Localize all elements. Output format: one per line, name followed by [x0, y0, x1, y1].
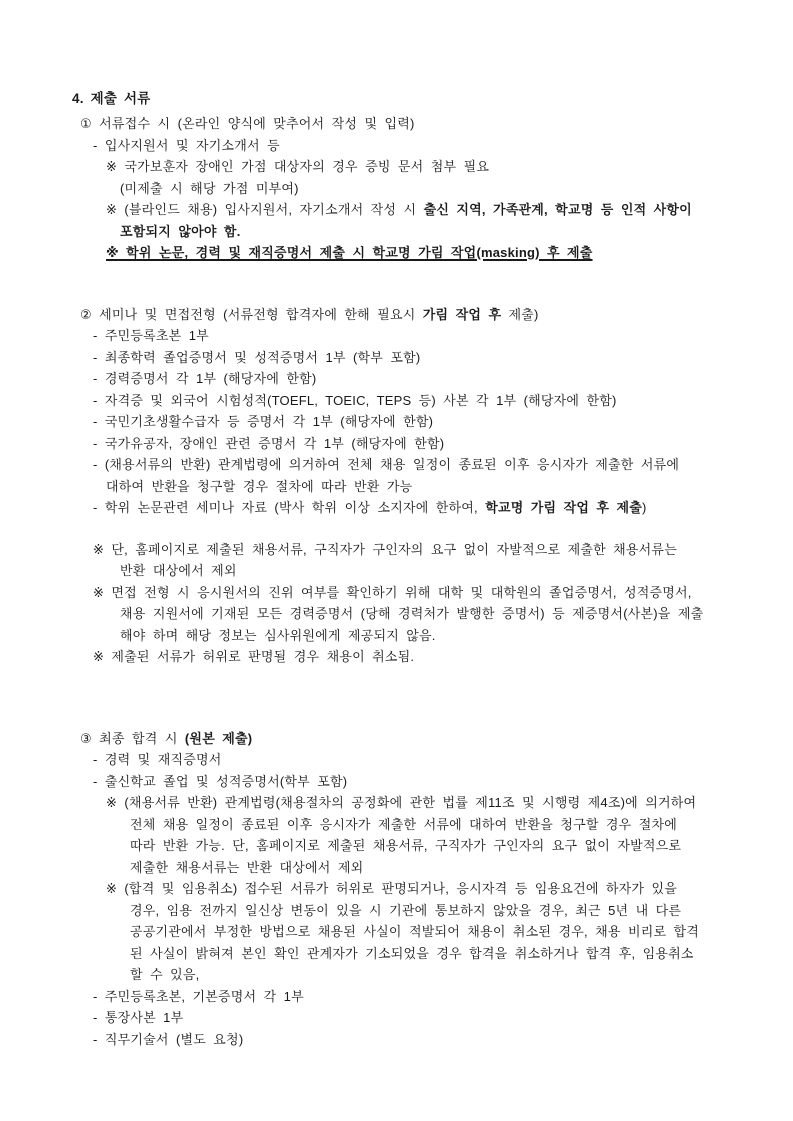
doc-line	[72, 325, 741, 347]
doc-text-segment: 전체 채용 일정이 종료된 이후 응시자가 제출한 서류에 대하여 반환을 청구할 경우 절차에	[130, 816, 678, 832]
doc-line	[72, 539, 741, 561]
doc-line	[72, 646, 741, 668]
doc-text-segment: - 주민등록초본 1부	[93, 328, 209, 343]
doc-line	[72, 792, 741, 814]
doc-text-segment: - 학위 논문관련 세미나 자료 (박사 학위 이상 소지자에 한하여,	[93, 500, 486, 515]
doc-text-segment: ③ 최종 합격 시	[80, 730, 185, 746]
doc-text-segment: 채용 지원서에 기재된 모든 경력증명서 (당해 경력처가 발행한 증명서) 등 제증명서(사본)을 제출	[120, 606, 704, 621]
doc-text-segment: 학교명 가림 작업 후 제출	[485, 500, 643, 515]
doc-line	[72, 454, 741, 476]
doc-line	[72, 986, 741, 1008]
doc-line	[72, 199, 741, 221]
doc-text-segment: 할 수 있음,	[130, 967, 200, 982]
doc-text-segment: ① 서류접수 시 (온라인 양식에 맞추어서 작성 및 입력)	[80, 116, 415, 131]
doc-line	[72, 390, 741, 412]
doc-line	[72, 347, 741, 369]
doc-text-segment: ※ (채용서류 반환) 관계법령(채용절차의 공정화에 관한 법률 제11조 및 시행령 제4조)에 의거하여	[106, 795, 697, 810]
doc-line	[72, 728, 741, 750]
doc-text-segment: - 직무기술서 (별도 요청)	[93, 1031, 244, 1047]
doc-line	[72, 582, 741, 604]
doc-line	[72, 368, 741, 390]
doc-text-segment: ※ 단, 홈페이지로 제출된 채용서류, 구직자가 구인자의 요구 없이 자발적으로 제출한 채용서류는	[93, 541, 677, 557]
doc-line	[72, 943, 741, 965]
doc-text-segment: - 국가유공자, 장애인 관련 증명서 각 1부 (해당자에 한함)	[93, 435, 445, 451]
doc-line	[72, 221, 741, 243]
doc-text-segment: ※ 제출된 서류가 허위로 판명될 경우 채용이 취소됨.	[93, 649, 415, 664]
doc-text-segment: 된 사실이 밝혀져 본인 확인 관계자가 기소되었을 경우 합격을 취소하거나 합격 후, 임용취소	[130, 945, 694, 961]
doc-line	[72, 964, 741, 986]
doc-text-segment: ② 세미나 및 면접전형 (서류전형 합격자에 한해 필요시	[80, 306, 423, 322]
doc-line	[72, 857, 741, 879]
doc-line	[72, 113, 741, 135]
doc-text-segment: ※ 국가보훈자 장애인 가점 대상자의 경우 증빙 문서 첨부 필요	[106, 159, 490, 174]
doc-text-segment: - 입사지원서 및 자기소개서 등	[93, 137, 280, 153]
doc-line	[72, 771, 741, 793]
doc-text-segment: - 국민기초생활수급자 등 증명서 각 1부 (해당자에 한함)	[93, 414, 434, 429]
doc-line	[72, 878, 741, 900]
doc-text-segment: 포함되지 않아야 함.	[120, 223, 241, 239]
doc-text-segment: - 경력증명서 각 1부 (해당자에 한함)	[93, 371, 317, 386]
doc-text-segment: 해야 하며 해당 정보는 심사위원에게 제공되지 않음.	[120, 627, 436, 643]
doc-line	[72, 178, 741, 200]
doc-text-segment: (원본 제출)	[184, 730, 253, 746]
doc-text-segment: 가림 작업 후	[422, 306, 502, 322]
doc-line	[72, 625, 741, 647]
doc-text-segment: ※ 학위 논문, 경력 및 재직증명서 제출 시 학교명 가림 작업(masking) 후 제출	[106, 245, 593, 260]
doc-text-segment: - 자격증 및 외국어 시험성적(TOEFL, TOEIC, TEPS 등) 사본 각 1부 (해당자에 한함)	[93, 392, 617, 408]
doc-line	[72, 497, 741, 519]
doc-line	[72, 156, 741, 178]
doc-text-segment: ※ (합격 및 임용취소) 접수된 서류가 허위로 판명되거나, 응시자격 등 임용요건에 하자가 있을	[106, 881, 677, 896]
doc-text-segment: 대하여 반환을 청구할 경우 절차에 따라 반환 가능	[106, 478, 413, 494]
doc-line	[72, 1007, 741, 1029]
doc-text-segment: - (채용서류의 반환) 관계법령에 의거하여 전체 채용 일정이 종료된 이후 응시자가 제출한 서류에	[93, 457, 680, 472]
doc-line	[72, 900, 741, 922]
doc-text-segment: ※ 면접 전형 시 응시원서의 진위 여부를 확인하기 위해 대학 및 대학원의 졸업증명서, 성적증명서,	[93, 584, 692, 600]
doc-text-segment: 제출한 채용서류는 반환 대상에서 제외	[130, 859, 364, 875]
doc-text-segment: (미제출 시 해당 가점 미부여)	[120, 180, 299, 196]
doc-line	[72, 603, 741, 625]
doc-line	[72, 560, 741, 582]
doc-line	[72, 242, 741, 264]
doc-line	[72, 1029, 741, 1051]
doc-text-segment: - 주민등록초본, 기본증명서 각 1부	[93, 988, 304, 1004]
doc-text-segment: - 최종학력 졸업증명서 및 성적증명서 1부 (학부 포함)	[93, 349, 421, 365]
doc-line	[72, 921, 741, 943]
doc-text-segment: 경우, 임용 전까지 일신상 변동이 있을 시 기관에 통보하지 않았을 경우, 최근 5년 내 다른	[130, 902, 682, 918]
doc-text-segment: 출신 지역, 가족관계, 학교명 등 인적 사항이	[423, 202, 692, 217]
doc-line	[72, 835, 741, 857]
doc-line	[72, 411, 741, 433]
doc-line	[72, 814, 741, 836]
doc-line	[72, 749, 741, 771]
doc-line	[72, 304, 741, 326]
doc-title: 4. 제출 서류	[72, 91, 151, 106]
doc-text-segment: )	[642, 500, 647, 515]
doc-text-segment: - 통장사본 1부	[93, 1010, 184, 1025]
doc-text-segment: 따라 반환 가능. 단, 홈페이지로 제출된 채용서류, 구직자가 구인자의 요구 없이 자발적으로	[130, 838, 682, 853]
doc-text-segment: 반환 대상에서 제외	[120, 563, 237, 578]
doc-line	[72, 135, 741, 157]
doc-line	[72, 433, 741, 455]
doc-text-segment: 제출)	[501, 306, 539, 322]
doc-text-segment: - 출신학교 졸업 및 성적증명서(학부 포함)	[93, 773, 348, 789]
doc-text-segment: - 경력 및 재직증명서	[93, 752, 222, 767]
doc-text-segment: 공공기관에서 부정한 방법으로 채용된 사실이 적발되어 채용이 취소된 경우, 채용 비리로 합격	[130, 924, 700, 939]
document-lines	[72, 113, 741, 1050]
doc-line	[72, 476, 741, 498]
doc-text-segment: ※ (블라인드 채용) 입사지원서, 자기소개서 작성 시	[106, 202, 424, 217]
